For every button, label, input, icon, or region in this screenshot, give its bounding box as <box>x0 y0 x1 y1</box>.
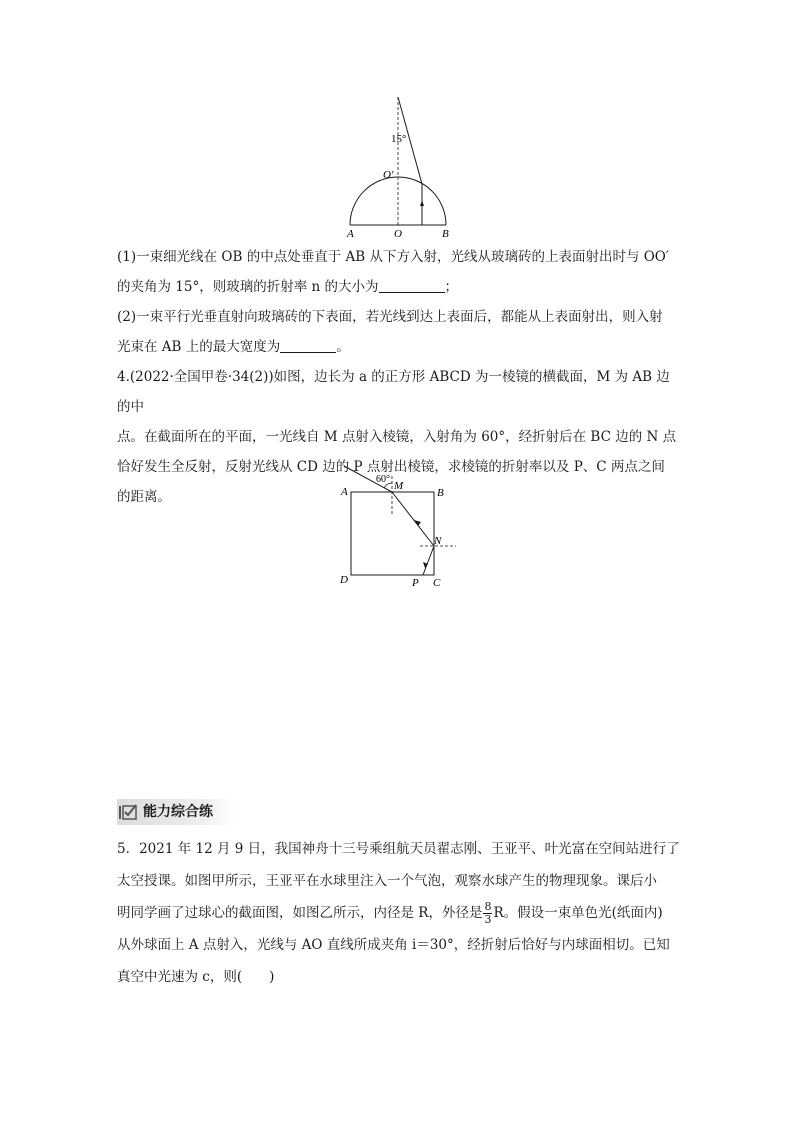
angle-15-label: 15° <box>391 133 407 145</box>
label-d: D <box>340 574 348 586</box>
semicircle-figure <box>340 92 460 242</box>
fraction-numerator: 8 <box>484 900 492 913</box>
q4-line2: 点。在截面所在的平面，一光线自 M 点射入棱镜，入射角为 60°，经折射后在 BC 边的 N 点 <box>117 429 677 445</box>
q3-part1-text: 的夹角为 15°，则玻璃的折射率 n 的大小为 <box>117 279 379 295</box>
question-3 <box>117 242 682 362</box>
ray-m-to-n <box>392 492 434 546</box>
q4-line4: 的距离。 <box>117 489 171 505</box>
square-abcd <box>351 492 434 575</box>
q4-line3: 恰好发生全反射，反射光线从 CD 边的 P 点射出棱镜，求棱镜的折射率以及 P、C 两点之间 <box>117 459 665 475</box>
label-b: B <box>442 228 449 240</box>
square-prism-figure <box>336 462 466 592</box>
q3-part2-text: 光束在 AB 上的最大宽度为 <box>117 339 281 355</box>
q5-line3-end: R。假设一束单色光(纸面内) <box>493 905 663 921</box>
q3-part2-end: 。 <box>336 339 350 355</box>
q3-part1-end: ； <box>444 279 458 295</box>
q5-line3 <box>117 897 682 929</box>
ray-arrow <box>420 200 424 206</box>
answer-blank-2[interactable] <box>280 338 336 353</box>
label-p: P <box>412 577 419 589</box>
fraction-denominator: 3 <box>484 913 492 926</box>
q5-line5: 真空中光速为 c，则( ) <box>117 969 275 985</box>
arrow-mn <box>414 520 421 526</box>
q3-part2-line2 <box>117 332 682 362</box>
q5-line4: 从外球面上 A 点射入，光线与 AO 直线所成夹角 i＝30°，经折射后恰好与内球面相切。已知 <box>117 937 670 953</box>
q5-line3-start: 明同学画了过球心的截面图，如图乙所示，内径是 R，外径是 <box>117 905 483 921</box>
question-5 <box>117 833 682 993</box>
section-title: 能力综合练 <box>143 804 213 820</box>
q3-part1-line2 <box>117 272 682 302</box>
q5-line1: 5．2021 年 12 月 9 日，我国神舟十三号乘组航天员翟志刚、王亚平、叶光富在空间站进行了 <box>117 841 680 857</box>
section-heading <box>117 797 257 827</box>
label-b2: B <box>437 487 444 499</box>
label-o-prime: O′ <box>383 169 394 181</box>
answer-blank-1[interactable] <box>379 278 445 293</box>
q3-part2-line1: (2)一束平行光垂直射向玻璃砖的下表面，若光线到达上表面后，都能从上表面射出，则入射 <box>117 309 663 325</box>
label-a: A <box>347 228 354 240</box>
label-o: O <box>394 228 402 240</box>
label-a2: A <box>341 486 348 498</box>
label-c: C <box>433 577 441 589</box>
q5-line2: 太空授课。如图甲所示，王亚平在水球里注入一个气泡，观察水球产生的物理现象。课后小 <box>117 873 657 889</box>
fraction-8-3 <box>483 901 492 926</box>
section-icon <box>119 803 139 821</box>
label-m: M <box>394 480 404 492</box>
angle-60-label: 60° <box>376 474 390 485</box>
ray-n-to-p <box>423 546 434 575</box>
label-n: N <box>434 535 442 547</box>
q4-line1: 4.(2022·全国甲卷·34(2))如图，边长为 a 的正方形 ABCD 为一棱镜的横截面，M 为 AB 边的中 <box>117 369 670 415</box>
q3-part1-line1: (1)一束细光线在 OB 的中点处垂直于 AB 从下方入射，光线从玻璃砖的上表面射出时与 OO′ <box>117 249 669 265</box>
